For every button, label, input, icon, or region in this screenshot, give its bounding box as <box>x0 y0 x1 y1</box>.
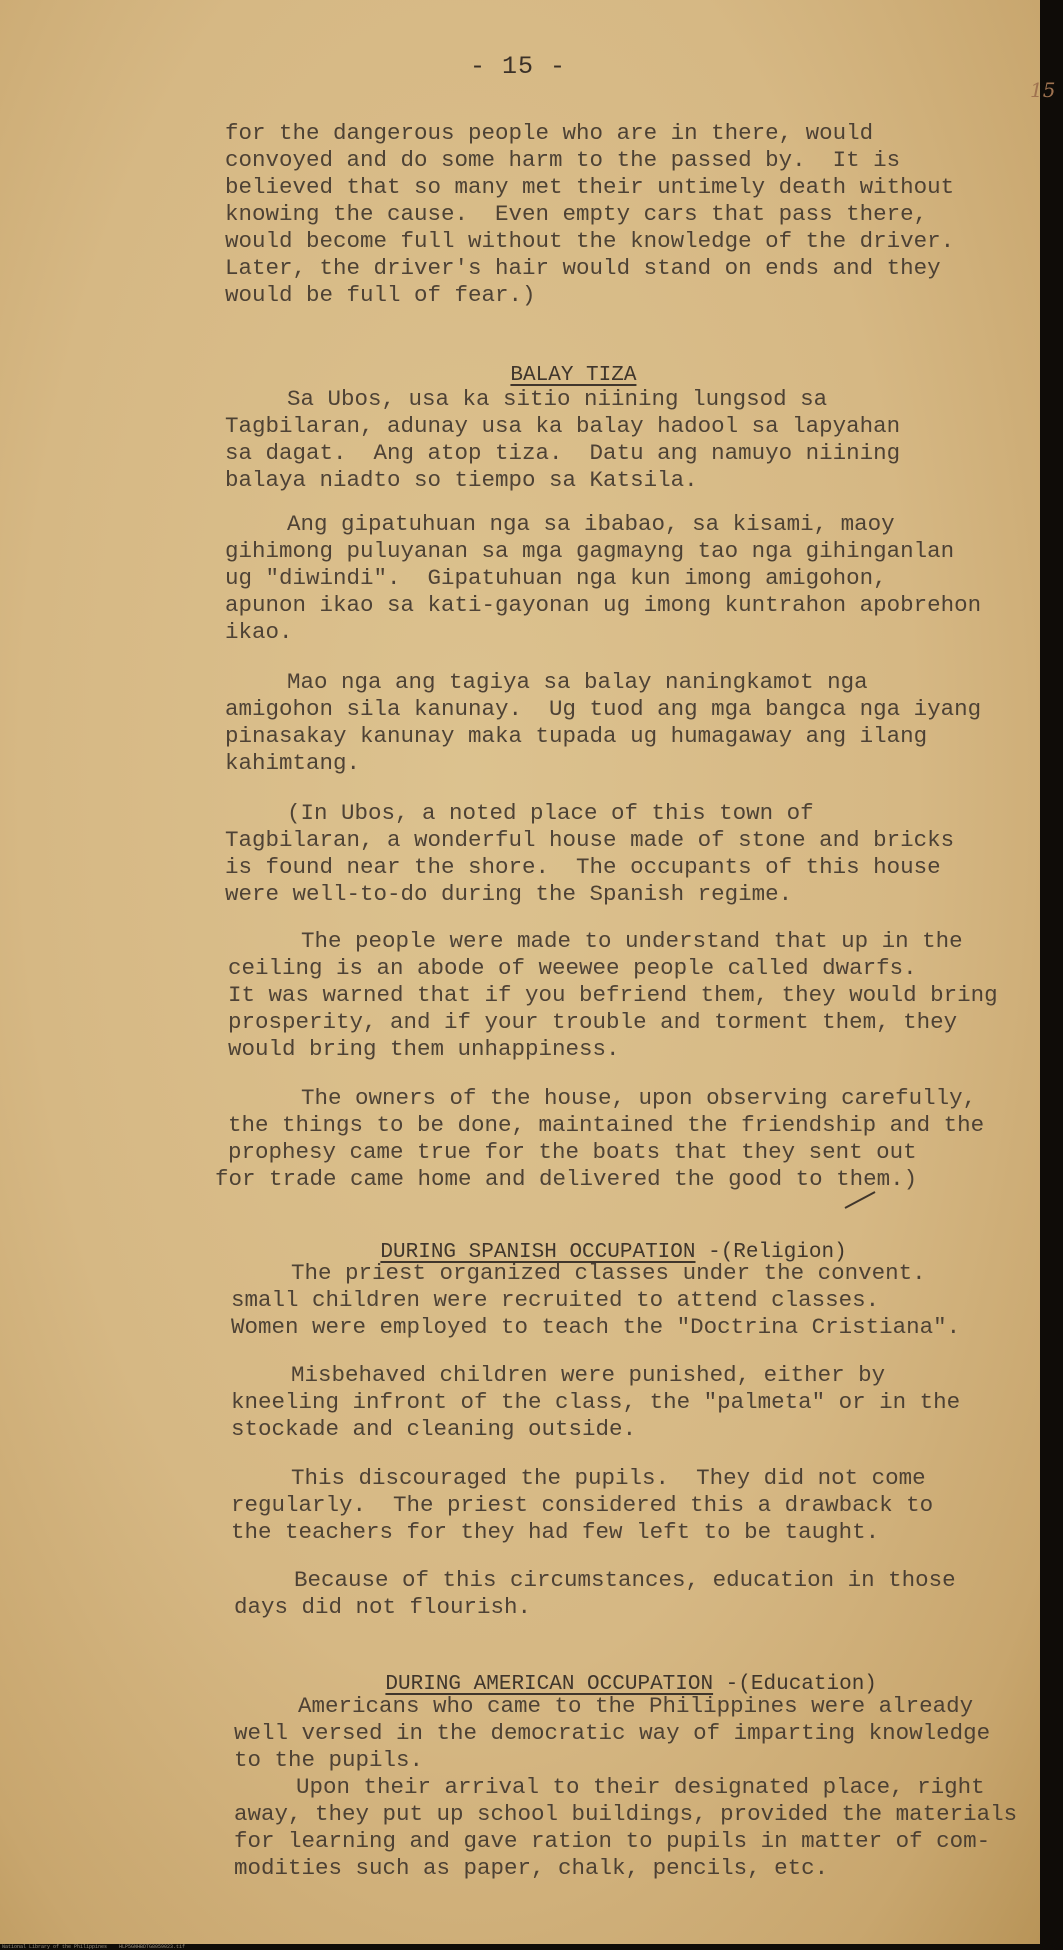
text-line: would become full without the knowledge of the driver. <box>225 228 955 254</box>
text-line: Sa Ubos, usa ka sitio niining lungsod sa <box>287 386 828 412</box>
text-line: the things to be done, maintained the friendship and the <box>228 1112 985 1138</box>
text-line: is found near the shore. The occupants of this house <box>225 854 941 880</box>
text-line: well versed in the democratic way of imparting knowledge <box>234 1720 991 1746</box>
text-line: for learning and gave ration to pupils in matter of com- <box>234 1828 991 1854</box>
text-line: the teachers for they had few left to be taught. <box>231 1519 880 1545</box>
text-line: Women were employed to teach the "Doctrina Cristiana". <box>231 1314 961 1340</box>
text-line: modities such as paper, chalk, pencils, etc. <box>234 1855 829 1881</box>
text-line: The people were made to understand that up in the <box>301 928 963 954</box>
text-line: would bring them unhappiness. <box>228 1036 620 1062</box>
handwritten-page-mark: 15 <box>1030 78 1056 102</box>
text-line: for the dangerous people who are in there, would <box>225 120 874 146</box>
text-line: Tagbilaran, a wonderful house made of stone and bricks <box>225 827 955 853</box>
heading-title: DURING AMERICAN OCCUPATION <box>385 1673 714 1696</box>
text-line: knowing the cause. Even empty cars that pass there, <box>225 201 928 227</box>
text-line: ceiling is an abode of weewee people called dwarfs. <box>228 955 917 981</box>
text-line: prosperity, and if your trouble and torment them, they <box>228 1009 958 1035</box>
text-line: Because of this circumstances, education in those <box>294 1567 956 1593</box>
page-number: - 15 - <box>470 52 567 81</box>
text-line: kahimtang. <box>225 750 361 776</box>
text-line: were well-to-do during the Spanish regime. <box>225 881 793 907</box>
text-line: Misbehaved children were punished, either by <box>291 1362 886 1388</box>
text-line: believed that so many met their untimely death without <box>225 174 955 200</box>
check-mark-icon <box>845 1191 876 1209</box>
text-line: Mao nga ang tagiya sa balay naningkamot nga <box>287 669 868 695</box>
heading-subtitle: -(Religion) <box>695 1241 847 1264</box>
heading-title: BALAY TIZA <box>510 364 637 387</box>
text-line: Upon their arrival to their designated place, right <box>296 1774 985 1800</box>
text-line: It was warned that if you befriend them, they would bring <box>228 982 998 1008</box>
text-line: small children were recruited to attend classes. <box>231 1287 880 1313</box>
text-line: convoyed and do some harm to the passed by. It is <box>225 147 901 173</box>
text-line: regularly. The priest considered this a drawback to <box>231 1492 934 1518</box>
text-line: Americans who came to the Philippines were already <box>298 1693 974 1719</box>
scan-footer-label: National Library of the Philippines HLP5GNHBDTG8059023.tif <box>2 1944 186 1950</box>
text-line: to the pupils. <box>234 1747 424 1773</box>
text-line: ug "diwindi". Gipatuhuan nga kun imong amigohon, <box>225 565 887 591</box>
text-line: ikao. <box>225 619 293 645</box>
text-line: for trade came home and delivered the good to them.) <box>215 1166 918 1192</box>
text-line: The owners of the house, upon observing carefully, <box>301 1085 977 1111</box>
text-line: would be full of fear.) <box>225 282 536 308</box>
heading-subtitle: -(Education) <box>713 1673 877 1696</box>
text-line: amigohon sila kanunay. Ug tuod ang mga bangca nga iyang <box>225 696 982 722</box>
text-line: Later, the driver's hair would stand on ends and they <box>225 255 941 281</box>
text-line: stockade and cleaning outside. <box>231 1416 637 1442</box>
text-line: Tagbilaran, adunay usa ka balay hadool sa lapyahan <box>225 413 901 439</box>
text-line: pinasakay kanunay maka tupada ug humagaway ang ilang <box>225 723 928 749</box>
text-line: The priest organized classes under the convent. <box>291 1260 926 1286</box>
text-line: This discouraged the pupils. They did not come <box>291 1465 926 1491</box>
text-line: (In Ubos, a noted place of this town of <box>287 800 814 826</box>
text-line: away, they put up school buildings, provided the materials <box>234 1801 1018 1827</box>
text-line: prophesy came true for the boats that they sent out <box>228 1139 917 1165</box>
text-line: gihimong puluyanan sa mga gagmayng tao nga gihinganlan <box>225 538 955 564</box>
text-line: apunon ikao sa kati-gayonan ug imong kuntrahon apobrehon <box>225 592 982 618</box>
text-line: days did not flourish. <box>234 1594 532 1620</box>
text-line: Ang gipatuhuan nga sa ibabao, sa kisami, maoy <box>287 511 895 537</box>
text-line: sa dagat. Ang atop tiza. Datu ang namuyo niining <box>225 440 901 466</box>
heading-title: DURING SPANISH OCCUPATION <box>380 1241 696 1264</box>
text-line: balaya niadto so tiempo sa Katsila. <box>225 467 698 493</box>
text-line: kneeling infront of the class, the "palmeta" or in the <box>231 1389 961 1415</box>
